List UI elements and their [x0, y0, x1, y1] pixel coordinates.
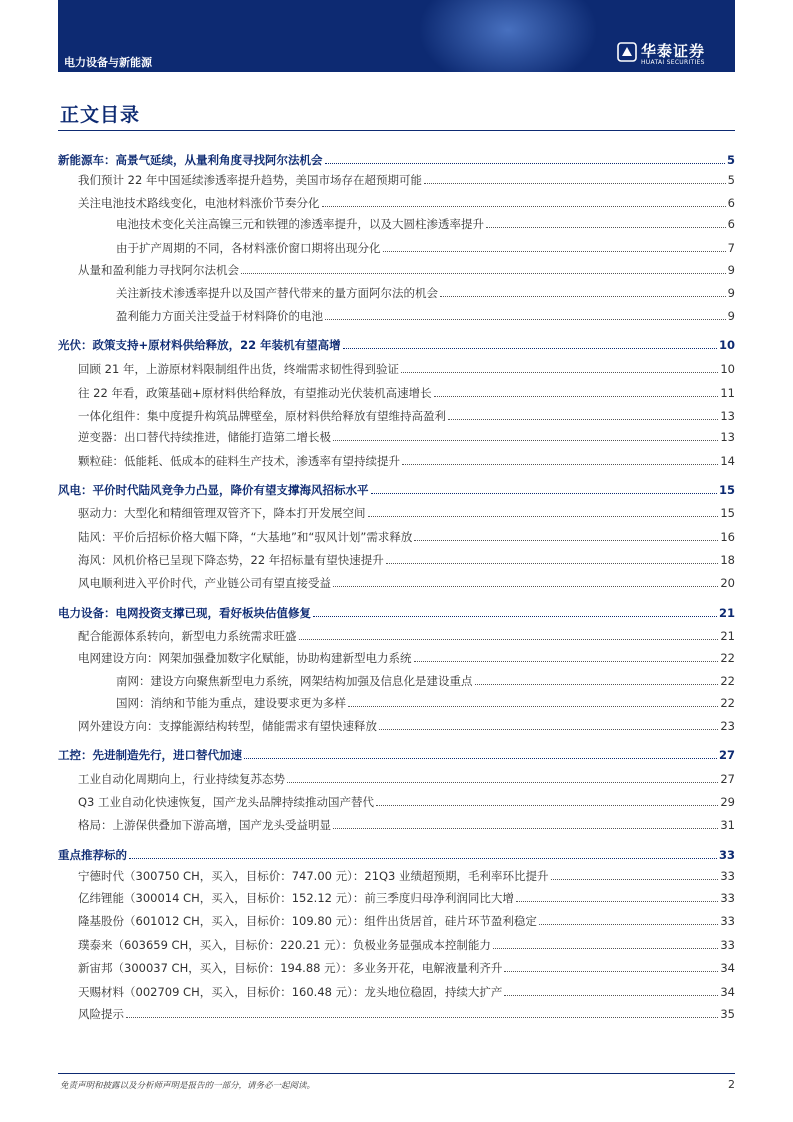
toc-entry-level3[interactable]	[58, 690, 735, 710]
toc-entry-level2[interactable]	[58, 885, 735, 905]
toc-entry-level2[interactable]	[58, 812, 735, 832]
toc-leader-dots	[383, 251, 726, 252]
toc-entry-text: 海风：风机价格已呈现下降态势，22 年招标量有望快速提升	[78, 553, 384, 567]
toc-entry-text: 新宙邦（300037 CH，买入，目标价：194.88 元）：多业务开花，电解液量利齐升	[78, 961, 503, 975]
toc-entry-text: 风险提示	[78, 1007, 124, 1021]
toc-entry-page: 16	[720, 530, 735, 544]
toc-entry-text: 风电：平价时代陆风竞争力凸显，降价有望支撑海风招标水平	[58, 483, 369, 497]
toc-leader-dots	[504, 995, 718, 996]
toc-entry-text: 颗粒硅：低能耗、低成本的硅料生产技术，渗透率有望持续提升	[78, 454, 400, 468]
banner-glow	[418, 0, 598, 72]
toc-entry-level1[interactable]	[58, 477, 735, 497]
section-label: 电力设备与新能源	[64, 56, 152, 69]
toc-leader-dots	[126, 1017, 718, 1018]
toc-entry-level2[interactable]	[58, 257, 735, 277]
toc-entry-text: 电池技术变化关注高镍三元和铁锂的渗透率提升，以及大圆柱渗透率提升	[116, 217, 484, 231]
toc-entry-page: 10	[718, 338, 735, 352]
toc-entry-page: 10	[720, 362, 735, 376]
toc-entry-level2[interactable]	[58, 500, 735, 520]
toc-entry-level1[interactable]	[58, 332, 735, 352]
footer-divider	[58, 1073, 735, 1074]
toc-leader-dots	[333, 440, 718, 441]
toc-entry-text: 重点推荐标的	[58, 848, 127, 862]
toc-entry-level2[interactable]	[58, 955, 735, 975]
toc-entry-page: 33	[720, 938, 735, 952]
toc-entry-page: 9	[727, 286, 735, 300]
toc-entry-page: 13	[720, 430, 735, 444]
toc-entry-page: 9	[727, 263, 735, 277]
toc-entry-page: 22	[720, 696, 735, 710]
toc-entry-text: 网外建设方向：支撑能源结构转型，储能需求有望快速释放	[78, 719, 377, 733]
toc-leader-dots	[504, 971, 718, 972]
toc-entry-level2[interactable]	[58, 789, 735, 809]
toc-entry-page: 15	[718, 483, 735, 497]
toc-entry-text: 由于扩产周期的不同，各材料涨价窗口期将出现分化	[116, 241, 381, 255]
toc-entry-level2[interactable]	[58, 424, 735, 444]
toc-leader-dots	[333, 828, 718, 829]
toc-leader-dots	[299, 639, 719, 640]
toc-leader-dots	[440, 296, 726, 297]
toc-leader-dots	[475, 684, 719, 685]
toc-entry-text: 关注新技术渗透率提升以及国产替代带来的量方面阿尔法的机会	[116, 286, 438, 300]
toc-entry-level2[interactable]	[58, 380, 735, 400]
toc-entry-level2[interactable]	[58, 190, 735, 210]
toc-leader-dots	[241, 273, 726, 274]
toc-entry-text: 电网建设方向：网架加强叠加数字化赋能，协助构建新型电力系统	[78, 651, 412, 665]
toc-entry-text: 关注电池技术路线变化，电池材料涨价节奏分化	[78, 196, 320, 210]
toc-entry-page: 22	[720, 674, 735, 688]
toc-entry-level2[interactable]	[58, 713, 735, 733]
toc-entry-page: 13	[720, 409, 735, 423]
toc-entry-page: 33	[720, 869, 735, 883]
toc-entry-page: 20	[720, 576, 735, 590]
toc-leader-dots	[379, 729, 718, 730]
toc-entry-level2[interactable]	[58, 448, 735, 468]
toc-entry-level2[interactable]	[58, 167, 735, 187]
toc-leader-dots	[325, 319, 726, 320]
toc-entry-text: 天赐材料（002709 CH，买入，目标价：160.48 元）：龙头地位稳固，持续大扩产	[78, 985, 503, 999]
toc-entry-page: 34	[720, 961, 735, 975]
toc-leader-dots	[371, 493, 717, 494]
toc-leader-dots	[414, 540, 718, 541]
toc-entry-level2[interactable]	[58, 932, 735, 952]
toc-entry-level2[interactable]	[58, 645, 735, 665]
toc-entry-page: 21	[720, 629, 735, 643]
toc-entry-page: 27	[720, 772, 735, 786]
toc-leader-dots	[402, 464, 718, 465]
toc-entry-text: 隆基股份（601012 CH，买入，目标价：109.80 元）：组件出货居首，硅片环节盈利稳定	[78, 914, 537, 928]
toc-entry-text: 从量和盈利能力寻找阿尔法机会	[78, 263, 239, 277]
toc-entry-text: 工控：先进制造先行，进口替代加速	[58, 748, 242, 762]
toc-entry-page: 15	[720, 506, 735, 520]
toc-entry-level2[interactable]	[58, 1001, 735, 1021]
toc-leader-dots	[244, 758, 717, 759]
title-divider	[58, 130, 735, 131]
toc-leader-dots	[287, 782, 718, 783]
toc-entry-page: 35	[720, 1007, 735, 1021]
toc-entry-level3[interactable]	[58, 280, 735, 300]
toc-leader-dots	[129, 858, 717, 859]
toc-entry-text: 我们预计 22 年中国延续渗透率提升趋势，美国市场存在超预期可能	[78, 173, 422, 187]
toc-leader-dots	[333, 586, 718, 587]
toc-entry-level1[interactable]	[58, 842, 735, 862]
toc-leader-dots	[434, 396, 719, 397]
toc-leader-dots	[539, 924, 718, 925]
toc-entry-text: 光伏：政策支持+原材料供给释放，22 年装机有望高增	[58, 338, 341, 352]
toc-entry-text: 风电顺利进入平价时代，产业链公司有望直接受益	[78, 576, 331, 590]
toc-entry-level2[interactable]	[58, 766, 735, 786]
toc-entry-page: 7	[727, 241, 735, 255]
toc-entry-page: 5	[726, 153, 735, 167]
logo-cn-text: 华泰证券	[641, 42, 706, 60]
toc-entry-page: 33	[718, 848, 735, 862]
toc-entry-page: 27	[718, 748, 735, 762]
toc-entry-text: 宁德时代（300750 CH，买入，目标价：747.00 元）：21Q3 业绩超预期，毛利率环比提升	[78, 869, 549, 883]
toc-leader-dots	[325, 163, 725, 164]
toc-entry-text: Q3 工业自动化快速恢复，国产龙头品牌持续推动国产替代	[78, 795, 375, 809]
toc-entry-text: 盈利能力方面关注受益于材料降价的电池	[116, 309, 323, 323]
toc-entry-text: 工业自动化周期向上，行业持续复苏态势	[78, 772, 285, 786]
toc-entry-page: 6	[727, 196, 735, 210]
toc-leader-dots	[386, 563, 719, 564]
toc-entry-page: 18	[720, 553, 735, 567]
toc-entry-level3[interactable]	[58, 668, 735, 688]
toc-leader-dots	[376, 805, 718, 806]
toc-entry-text: 一体化组件：集中度提升构筑品牌壁垒，原材料供给释放有望维持高盈利	[78, 409, 446, 423]
toc-leader-dots	[493, 948, 718, 949]
toc-entry-level2[interactable]	[58, 863, 735, 883]
toc-entry-text: 国网：消纳和节能为重点，建设要求更为多样	[116, 696, 346, 710]
toc-entry-level1[interactable]	[58, 742, 735, 762]
toc-entry-page: 23	[720, 719, 735, 733]
toc-entry-text: 格局：上游保供叠加下游高增，国产龙头受益明显	[78, 818, 331, 832]
toc-entry-level2[interactable]	[58, 524, 735, 544]
toc-entry-page: 21	[718, 606, 735, 620]
toc-entry-page: 29	[720, 795, 735, 809]
toc-entry-page: 9	[727, 309, 735, 323]
toc-entry-level3[interactable]	[58, 211, 735, 231]
huatai-logo	[617, 40, 729, 68]
toc-entry-page: 6	[727, 217, 735, 231]
toc-entry-level2[interactable]	[58, 623, 735, 643]
huatai-logo-icon	[617, 42, 637, 62]
toc-entry-level1[interactable]	[58, 147, 735, 167]
page-number: 2	[728, 1078, 735, 1091]
toc-leader-dots	[368, 516, 719, 517]
toc-leader-dots	[448, 419, 718, 420]
toc-entry-level2[interactable]	[58, 403, 735, 423]
toc-entry-page: 33	[720, 891, 735, 905]
toc-entry-text: 新能源车：高景气延续，从量利角度寻找阿尔法机会	[58, 153, 323, 167]
toc-entry-page: 33	[720, 914, 735, 928]
toc-leader-dots	[313, 616, 717, 617]
toc-entry-text: 陆风：平价后招标价格大幅下降，“大基地”和“驭风计划”需求释放	[78, 530, 413, 544]
toc-leader-dots	[343, 348, 717, 349]
toc-entry-level1[interactable]	[58, 600, 735, 620]
toc-entry-level2[interactable]	[58, 979, 735, 999]
toc-leader-dots	[322, 206, 726, 207]
toc-entry-text: 亿纬锂能（300014 CH，买入，目标价：152.12 元）：前三季度归母净利润同比大增	[78, 891, 514, 905]
page-title: 正文目录	[60, 104, 141, 126]
toc-entry-text: 璞泰来（603659 CH，买入，目标价：220.21 元）：负极业务显强成本控制能力	[78, 938, 491, 952]
toc-entry-text: 逆变器：出口替代持续推进，储能打造第二增长极	[78, 430, 331, 444]
toc-entry-text: 往 22 年看，政策基础+原材料供给释放，有望推动光伏装机高速增长	[78, 386, 432, 400]
toc-entry-page: 14	[720, 454, 735, 468]
toc-entry-level2[interactable]	[58, 356, 735, 376]
toc-leader-dots	[516, 901, 718, 902]
toc-leader-dots	[414, 661, 719, 662]
toc-entry-page: 31	[720, 818, 735, 832]
toc-entry-page: 5	[727, 173, 735, 187]
toc-entry-level2[interactable]	[58, 570, 735, 590]
toc-entry-text: 南网：建设方向聚焦新型电力系统，网架结构加强及信息化是建设重点	[116, 674, 473, 688]
toc-entry-text: 电力设备：电网投资支撑已现，看好板块估值修复	[58, 606, 311, 620]
logo-en-text: HUATAI SECURITIES	[641, 59, 705, 66]
header-banner	[58, 0, 735, 72]
toc-entry-page: 34	[720, 985, 735, 999]
toc-leader-dots	[348, 706, 718, 707]
toc-entry-level2[interactable]	[58, 547, 735, 567]
toc-entry-text: 驱动力：大型化和精细管理双管齐下，降本打开发展空间	[78, 506, 366, 520]
toc-leader-dots	[424, 183, 726, 184]
footer-disclaimer: 免责声明和披露以及分析师声明是报告的一部分，请务必一起阅读。	[60, 1081, 316, 1091]
toc-leader-dots	[551, 879, 719, 880]
toc-leader-dots	[401, 372, 718, 373]
toc-entry-page: 22	[720, 651, 735, 665]
toc-entry-text: 回顾 21 年，上游原材料限制组件出货，终端需求韧性得到验证	[78, 362, 399, 376]
toc-entry-level3[interactable]	[58, 235, 735, 255]
toc-entry-text: 配合能源体系转向，新型电力系统需求旺盛	[78, 629, 297, 643]
toc-entry-page: 11	[720, 386, 735, 400]
toc-leader-dots	[486, 227, 726, 228]
toc-entry-level2[interactable]	[58, 908, 735, 928]
toc-entry-level3[interactable]	[58, 303, 735, 323]
